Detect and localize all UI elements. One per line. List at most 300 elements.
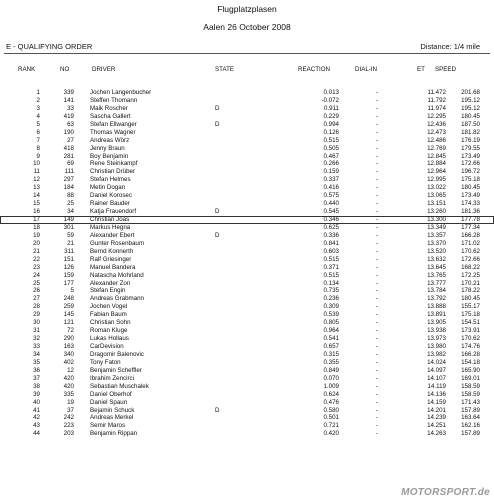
- cell-speed: 181.82: [461, 128, 480, 136]
- cell-rank: 11: [33, 168, 40, 176]
- cell-driver: Ralf Griesinger: [90, 255, 132, 263]
- header-divider: [4, 53, 490, 54]
- cell-rank: 31: [33, 327, 40, 335]
- cell-reaction: 0.515: [323, 271, 339, 279]
- cell-dial: -: [375, 176, 379, 184]
- cell-reaction: 0.603: [323, 247, 339, 255]
- cell-no: 418: [63, 144, 74, 152]
- table-row: [0, 367, 494, 375]
- cell-no: 149: [63, 216, 74, 223]
- cell-rank: 34: [33, 350, 40, 358]
- cell-driver: Christian Drüber: [90, 168, 136, 176]
- cell-rank: 23: [33, 263, 40, 271]
- cell-et: 11.974: [427, 104, 446, 112]
- cell-rank: 22: [33, 255, 40, 263]
- cell-reaction: 0.545: [323, 208, 339, 216]
- cell-dial: -: [375, 112, 379, 120]
- cell-et: 13.980: [427, 343, 446, 350]
- cell-speed: 172.66: [461, 255, 480, 263]
- cell-driver: Metin Dogan: [90, 184, 126, 192]
- cell-rank: 18: [33, 223, 40, 231]
- cell-speed: 173.91: [461, 327, 480, 335]
- col-reaction: REACTION: [298, 66, 330, 73]
- cell-no: 311: [64, 247, 74, 255]
- cell-reaction: -0.072: [321, 96, 339, 104]
- cell-no: 290: [63, 335, 74, 343]
- cell-no: 63: [67, 120, 74, 128]
- cell-no: 335: [63, 390, 74, 398]
- cell-dial: -: [375, 247, 379, 255]
- cell-speed: 174.33: [461, 200, 480, 208]
- table-row: [0, 335, 494, 343]
- cell-speed: 174.76: [461, 343, 480, 350]
- cell-et: 12.473: [427, 128, 446, 136]
- cell-speed: 195.12: [461, 96, 480, 104]
- cell-speed: 169.01: [461, 374, 480, 382]
- cell-dial: -: [375, 398, 379, 406]
- cell-rank: 39: [33, 390, 40, 398]
- cell-dial: -: [375, 311, 379, 319]
- cell-reaction: 0.505: [323, 144, 339, 152]
- cell-driver: Andreas Merkel: [90, 414, 134, 422]
- cell-speed: 195.12: [461, 104, 480, 112]
- cell-rank: 16: [33, 208, 40, 216]
- cell-dial: -: [375, 430, 379, 438]
- cell-rank: 38: [33, 382, 40, 390]
- cell-speed: 166.28: [461, 350, 480, 358]
- cell-no: 190: [63, 128, 74, 136]
- cell-driver: Gunter Rosenbaum: [90, 239, 144, 247]
- cell-no: 203: [63, 430, 74, 438]
- col-rank: RANK: [18, 66, 36, 73]
- cell-dial: -: [375, 200, 379, 208]
- cell-reaction: 1.009: [323, 382, 339, 390]
- cell-reaction: 0.721: [323, 422, 339, 430]
- cell-dial: -: [375, 208, 379, 216]
- cell-no: 111: [64, 168, 74, 176]
- cell-speed: 172.25: [461, 271, 480, 279]
- cell-no: 37: [67, 406, 74, 414]
- cell-driver: Sascha Gallert: [90, 112, 131, 120]
- cell-et: 13.151: [427, 200, 446, 208]
- cell-et: 12.845: [427, 152, 446, 160]
- cell-state: D: [215, 231, 220, 239]
- cell-state: D: [215, 104, 220, 112]
- cell-reaction: 0.337: [323, 176, 339, 184]
- cell-reaction: 0.515: [323, 255, 339, 263]
- cell-dial: -: [375, 343, 379, 350]
- cell-driver: Fabian Baum: [90, 311, 127, 319]
- cell-speed: 166.28: [461, 231, 480, 239]
- cell-speed: 165.90: [461, 366, 480, 374]
- cell-driver: Tony Faton: [90, 358, 121, 366]
- cell-no: 27: [67, 136, 74, 144]
- cell-reaction: 0.476: [323, 398, 339, 406]
- cell-dial: -: [375, 152, 379, 160]
- cell-speed: 181.36: [461, 208, 480, 216]
- cell-speed: 158.59: [461, 390, 480, 398]
- cell-reaction: 0.911: [323, 104, 339, 112]
- cell-dial: -: [375, 216, 379, 223]
- table-row: [0, 422, 494, 430]
- cell-dial: -: [375, 327, 379, 335]
- table-row: [0, 240, 494, 248]
- cell-dial: -: [375, 335, 379, 343]
- table-row: [0, 256, 494, 264]
- cell-et: 12.884: [427, 160, 446, 168]
- table-row: [0, 153, 494, 161]
- cell-reaction: 0.467: [323, 152, 339, 160]
- cell-et: 14.024: [427, 358, 446, 366]
- cell-et: 13.357: [427, 231, 446, 239]
- cell-speed: 196.72: [461, 168, 480, 176]
- table-row: [0, 184, 494, 192]
- table-row: [0, 399, 494, 407]
- table-row: [0, 248, 494, 256]
- table-row: [0, 208, 494, 216]
- cell-reaction: 0.159: [323, 168, 339, 176]
- cell-no: 177: [63, 279, 74, 287]
- cell-reaction: 0.236: [323, 295, 339, 303]
- cell-driver: Stefan Ellwanger: [90, 120, 137, 128]
- cell-speed: 173.49: [461, 152, 480, 160]
- cell-dial: -: [375, 366, 379, 374]
- cell-speed: 170.62: [461, 335, 480, 343]
- cell-reaction: 0.070: [323, 374, 339, 382]
- cell-rank: 17: [33, 216, 40, 223]
- cell-rank: 14: [33, 192, 40, 200]
- table-row: [0, 280, 494, 288]
- table-row: [0, 264, 494, 272]
- cell-reaction: 0.735: [323, 287, 339, 295]
- cell-reaction: 0.515: [323, 136, 339, 144]
- cell-et: 13.888: [427, 303, 446, 311]
- cell-et: 14.119: [427, 382, 446, 390]
- cell-et: 12.964: [427, 168, 446, 176]
- cell-et: 13.973: [427, 335, 446, 343]
- cell-dial: -: [375, 144, 379, 152]
- cell-speed: 157.89: [461, 430, 480, 438]
- cell-dial: -: [375, 422, 379, 430]
- cell-et: 13.777: [427, 279, 446, 287]
- page-subtitle: Aalen 26 October 2008: [203, 22, 291, 32]
- cell-driver: Alexander Zon: [90, 279, 131, 287]
- cell-et: 14.239: [427, 414, 446, 422]
- cell-dial: -: [375, 279, 379, 287]
- cell-driver: Ibrahim Zencirci: [90, 374, 135, 382]
- cell-dial: -: [375, 168, 379, 176]
- table-row: [0, 216, 494, 224]
- cell-driver: Lukas Hollaus: [90, 335, 129, 343]
- cell-dial: -: [375, 287, 379, 295]
- table-row: [0, 319, 494, 327]
- cell-et: 13.891: [427, 311, 446, 319]
- cell-no: 145: [63, 311, 74, 319]
- table-row: [0, 89, 494, 97]
- cell-no: 12: [67, 366, 74, 374]
- cell-dial: -: [375, 374, 379, 382]
- cell-speed: 178.22: [461, 287, 480, 295]
- table-row: [0, 375, 494, 383]
- cell-reaction: 0.126: [323, 128, 339, 136]
- cell-dial: -: [375, 255, 379, 263]
- cell-speed: 154.18: [461, 358, 480, 366]
- cell-et: 13.905: [427, 319, 446, 327]
- cell-rank: 27: [33, 295, 40, 303]
- cell-rank: 15: [33, 200, 40, 208]
- cell-dial: -: [375, 406, 379, 414]
- cell-reaction: 0.575: [323, 192, 339, 200]
- table-row: [0, 200, 494, 208]
- cell-dial: -: [375, 390, 379, 398]
- table-row: [0, 359, 494, 367]
- cell-dial: -: [375, 319, 379, 327]
- cell-no: 88: [67, 192, 74, 200]
- cell-driver: Thomas Wagner: [90, 128, 136, 136]
- cell-rank: 44: [33, 430, 40, 438]
- cell-speed: 179.55: [461, 144, 480, 152]
- cell-et: 13.792: [427, 295, 446, 303]
- table-row: [0, 383, 494, 391]
- cell-rank: 12: [33, 176, 40, 184]
- table-row: [0, 430, 494, 438]
- cell-no: 69: [67, 160, 74, 168]
- cell-no: 297: [63, 176, 74, 184]
- cell-rank: 2: [36, 96, 40, 104]
- cell-driver: Semir Maros: [90, 422, 126, 430]
- cell-et: 14.136: [427, 390, 446, 398]
- cell-driver: Steffen Thomann: [90, 96, 138, 104]
- cell-reaction: 0.420: [323, 430, 339, 438]
- watermark: MOTORSPORT.de: [401, 487, 490, 498]
- cell-et: 11.792: [427, 96, 446, 104]
- cell-state: D: [215, 406, 220, 414]
- cell-speed: 177.78: [461, 216, 480, 223]
- cell-speed: 157.89: [461, 406, 480, 414]
- cell-driver: Dragomir Balenovic: [90, 350, 144, 358]
- cell-driver: Jenny Braun: [90, 144, 125, 152]
- cell-et: 13.349: [427, 223, 446, 231]
- cell-speed: 154.51: [461, 319, 480, 327]
- cell-speed: 180.45: [461, 112, 480, 120]
- cell-driver: Benjamin Rippan: [90, 430, 138, 438]
- cell-speed: 170.62: [461, 247, 480, 255]
- cell-et: 12.295: [427, 112, 446, 120]
- cell-rank: 30: [33, 319, 40, 327]
- cell-et: 14.201: [427, 406, 446, 414]
- cell-driver: Roman Kluge: [90, 327, 128, 335]
- cell-dial: -: [375, 223, 379, 231]
- cell-no: 223: [63, 422, 74, 430]
- table-row: [0, 176, 494, 184]
- table-row: [0, 168, 494, 176]
- results-table: [0, 89, 494, 438]
- cell-driver: Rainer Bauder: [90, 200, 130, 208]
- cell-driver: Andreas Wörz: [90, 136, 130, 144]
- cell-et: 13.982: [427, 350, 446, 358]
- cell-reaction: 0.580: [323, 406, 339, 414]
- column-headers: [0, 66, 494, 76]
- cell-rank: 21: [33, 247, 40, 255]
- cell-speed: 180.45: [461, 184, 480, 192]
- cell-et: 14.107: [427, 374, 446, 382]
- cell-no: 248: [63, 295, 74, 303]
- cell-reaction: 0.336: [323, 231, 339, 239]
- cell-rank: 32: [33, 335, 40, 343]
- cell-no: 420: [63, 382, 74, 390]
- cell-et: 13.022: [427, 184, 446, 192]
- cell-et: 12.769: [427, 144, 446, 152]
- table-row: [0, 137, 494, 145]
- table-row: [0, 351, 494, 359]
- cell-rank: 36: [33, 366, 40, 374]
- cell-no: 301: [63, 223, 74, 231]
- cell-driver: Sebastian Muschalek: [90, 382, 149, 390]
- cell-rank: 10: [33, 160, 40, 168]
- cell-speed: 158.59: [461, 382, 480, 390]
- cell-rank: 6: [36, 128, 40, 136]
- cell-rank: 1: [36, 89, 40, 96]
- table-row: [0, 407, 494, 415]
- cell-dial: -: [375, 184, 379, 192]
- cell-speed: 177.34: [461, 223, 480, 231]
- col-speed: SPEED: [435, 66, 456, 73]
- page-title: Flugplatzplasen: [217, 4, 277, 14]
- table-row: [0, 97, 494, 105]
- cell-reaction: 0.013: [323, 89, 339, 96]
- cell-dial: -: [375, 358, 379, 366]
- cell-reaction: 0.805: [323, 319, 339, 327]
- cell-no: 259: [63, 303, 74, 311]
- cell-et: 13.632: [427, 255, 446, 263]
- cell-driver: Alexander Ebert: [90, 231, 135, 239]
- cell-no: 126: [63, 263, 74, 271]
- cell-dial: -: [375, 239, 379, 247]
- cell-et: 13.520: [427, 247, 446, 255]
- cell-no: 420: [63, 374, 74, 382]
- cell-et: 12.436: [427, 120, 446, 128]
- cell-speed: 172.66: [461, 160, 480, 168]
- cell-no: 340: [63, 350, 74, 358]
- cell-rank: 8: [36, 144, 40, 152]
- cell-reaction: 0.841: [323, 239, 339, 247]
- cell-no: 21: [67, 239, 74, 247]
- table-row: [0, 311, 494, 319]
- cell-dial: -: [375, 120, 379, 128]
- cell-reaction: 0.440: [323, 200, 339, 208]
- cell-et: 12.486: [427, 136, 446, 144]
- cell-no: 72: [67, 327, 74, 335]
- cell-rank: 4: [36, 112, 40, 120]
- cell-rank: 13: [33, 184, 40, 192]
- cell-reaction: 0.315: [323, 350, 339, 358]
- cell-no: 242: [63, 414, 74, 422]
- cell-driver: Natascha Mohrland: [90, 271, 144, 279]
- cell-no: 5: [70, 287, 74, 295]
- cell-et: 14.263: [427, 430, 446, 438]
- cell-speed: 162.16: [461, 422, 480, 430]
- col-state: STATE: [215, 66, 235, 73]
- cell-no: 33: [67, 104, 74, 112]
- cell-driver: Daniel Oberhof: [90, 390, 132, 398]
- cell-no: 25: [67, 200, 74, 208]
- cell-reaction: 0.657: [323, 343, 339, 350]
- cell-et: 14.251: [427, 422, 446, 430]
- cell-no: 419: [63, 112, 74, 120]
- table-row: [0, 121, 494, 129]
- cell-no: 163: [63, 343, 74, 350]
- cell-et: 13.938: [427, 327, 446, 335]
- cell-dial: -: [375, 96, 379, 104]
- cell-dial: -: [375, 136, 379, 144]
- cell-rank: 40: [33, 398, 40, 406]
- cell-rank: 20: [33, 239, 40, 247]
- cell-speed: 201.68: [461, 89, 480, 96]
- cell-dial: -: [375, 160, 379, 168]
- table-row: [0, 105, 494, 113]
- cell-speed: 171.02: [461, 239, 480, 247]
- cell-rank: 29: [33, 311, 40, 319]
- cell-dial: -: [375, 303, 379, 311]
- cell-rank: 19: [33, 231, 40, 239]
- cell-no: 184: [63, 184, 74, 192]
- cell-rank: 28: [33, 303, 40, 311]
- table-row: [0, 327, 494, 335]
- cell-no: 151: [63, 255, 74, 263]
- cell-reaction: 0.134: [323, 279, 339, 287]
- cell-driver: Christian Joas: [90, 216, 130, 223]
- cell-et: 11.472: [427, 89, 446, 96]
- cell-reaction: 0.994: [323, 120, 339, 128]
- section-title: E - QUALIFYING ORDER: [6, 42, 93, 51]
- table-row: [0, 295, 494, 303]
- cell-reaction: 0.416: [323, 184, 339, 192]
- table-row: [0, 129, 494, 137]
- cell-rank: 5: [36, 120, 40, 128]
- cell-rank: 25: [33, 279, 40, 287]
- table-row: [0, 145, 494, 153]
- cell-et: 13.260: [427, 208, 446, 216]
- cell-speed: 180.45: [461, 295, 480, 303]
- cell-dial: -: [375, 192, 379, 200]
- cell-et: 13.300: [427, 216, 446, 223]
- cell-driver: Bejamin Schuck: [90, 406, 135, 414]
- cell-driver: Stefan Helmes: [90, 176, 131, 184]
- cell-driver: Daniel Spaun: [90, 398, 128, 406]
- cell-driver: Bernd Konnerth: [90, 247, 134, 255]
- cell-rank: 26: [33, 287, 40, 295]
- cell-rank: 37: [33, 374, 40, 382]
- cell-state: D: [215, 208, 220, 216]
- distance-label: Distance: 1/4 mile: [420, 42, 480, 51]
- col-driver: DRIVER: [92, 66, 116, 73]
- cell-speed: 171.43: [461, 398, 480, 406]
- cell-speed: 155.17: [461, 303, 480, 311]
- cell-driver: Benjamin Scheffler: [90, 366, 142, 374]
- cell-dial: -: [375, 128, 379, 136]
- cell-dial: -: [375, 414, 379, 422]
- cell-driver: Markus Hegna: [90, 223, 131, 231]
- cell-reaction: 0.849: [323, 366, 339, 374]
- cell-reaction: 0.624: [323, 390, 339, 398]
- table-row: [0, 343, 494, 351]
- cell-dial: -: [375, 295, 379, 303]
- cell-reaction: 0.266: [323, 160, 339, 168]
- table-row: [0, 391, 494, 399]
- cell-rank: 35: [33, 358, 40, 366]
- cell-no: 19: [67, 398, 74, 406]
- table-row: [0, 272, 494, 280]
